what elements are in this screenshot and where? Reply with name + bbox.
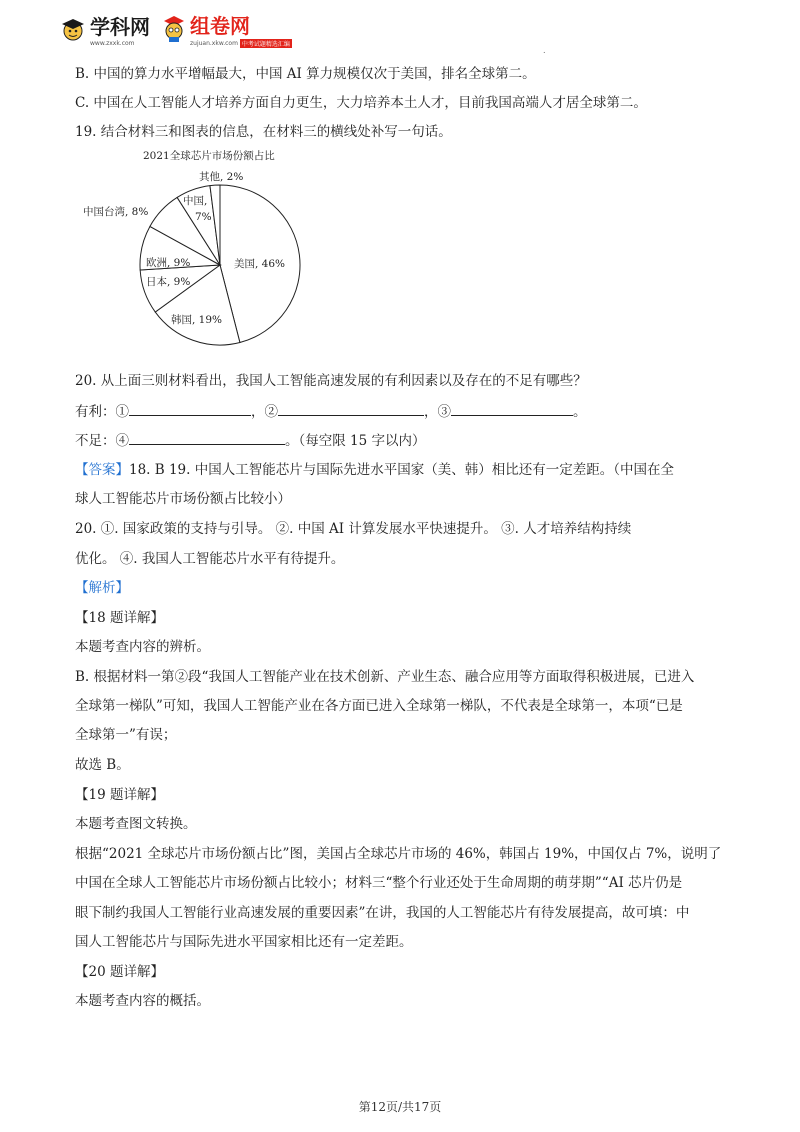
- label-japan: 日本, 9%: [146, 276, 191, 288]
- p18-1: 本题考查内容的辨析。: [75, 639, 210, 655]
- label-usa: 美国, 46%: [234, 258, 286, 270]
- label-china: 中国,: [183, 195, 208, 207]
- chart-title: 2021全球芯片市场份额占比: [143, 150, 275, 162]
- answer-line-4: 优化。 ④. 我国人工智能芯片水平有待提升。: [75, 551, 345, 567]
- analysis-tag: 【解析】: [75, 580, 129, 596]
- zujuanwang-logo-tag: 中考试题精选汇编: [241, 41, 290, 48]
- label-korea: 韩国, 19%: [171, 314, 223, 326]
- zujuanwang-logo-text: 组卷网: [190, 14, 250, 38]
- sep-3: ，③: [424, 404, 451, 420]
- p18-3: 全球第一梯队”可知，我国人工智能产业在各方面已进入全球第一梯队，不代表是全球第一，本项“已是: [75, 698, 683, 714]
- p18-4: 全球第一”有误；: [75, 727, 177, 743]
- heading-18: 【18 题详解】: [75, 610, 164, 626]
- sep-2: ，②: [251, 404, 278, 420]
- p19-3: 中国在全球人工智能芯片市场份额占比较小；材料三“整个行业还处于生命周期的萌芽期”“AI 芯片仍是: [75, 875, 683, 891]
- graduation-cap-icon: [60, 16, 86, 42]
- label-china-value: 7%: [195, 211, 212, 223]
- corner-mark: .: [543, 46, 546, 55]
- youli-line: [75, 401, 587, 422]
- zujuanwang-logo-url: zujuan.xkw.com: [190, 40, 238, 47]
- blank-1[interactable]: [129, 401, 251, 416]
- p18-5: 故选 B。: [75, 757, 130, 773]
- answer-line-3: 20. ①. 国家政策的支持与引导。 ②. 中国 AI 计算发展水平快速提升。 ③. 人才培养结构持续: [75, 521, 632, 537]
- blank-2[interactable]: [278, 401, 424, 416]
- xuekewang-logo-text: 学科网: [90, 15, 150, 39]
- label-taiwan: 中国台湾, 8%: [83, 206, 149, 218]
- option-b: B. 中国的算力水平增幅最大，中国 AI 算力规模仅次于美国，排名全球第二。: [75, 66, 536, 82]
- buzu-line: [75, 430, 426, 451]
- answer-tag: 【答案】: [75, 462, 129, 478]
- page-number: 第12页/共17页: [358, 1100, 442, 1114]
- answer-text-1: 18. B 19. 中国人工智能芯片与国际先进水平国家（美、韩）相比还有一定差距。（中国在全: [129, 462, 674, 478]
- answer-line-2: 球人工智能芯片市场份额占比较小）: [75, 491, 291, 507]
- end-mark: 。: [573, 404, 587, 420]
- pie-chart-svg: [75, 142, 315, 352]
- blank-3[interactable]: [451, 401, 573, 416]
- label-europe: 欧洲, 9%: [146, 257, 191, 269]
- buzu-label: 不足：④: [75, 433, 129, 449]
- mascot-icon: [162, 15, 186, 43]
- zujuanwang-logo: [162, 10, 292, 48]
- buzu-end: 。（每空限 15 字以内）: [285, 433, 426, 449]
- p19-4: 眼下制约我国人工智能行业高速发展的重要因素”在讲，我国的人工智能芯片有待发展提高，故可填：中: [75, 905, 690, 921]
- p19-2: 根据“2021 全球芯片市场份额占比”图，美国占全球芯片市场的 46%，韩国占 19%，中国仅占 7%，说明了: [75, 846, 722, 862]
- heading-20: 【20 题详解】: [75, 964, 164, 980]
- p19-5: 国人工智能芯片与国际先进水平国家相比还有一定差距。: [75, 934, 413, 950]
- blank-4[interactable]: [129, 430, 285, 445]
- p18-2: B. 根据材料一第②段“我国人工智能产业在技术创新、产业生态、融合应用等方面取得积极进展，已进入: [75, 669, 695, 685]
- option-c: C. 中国在人工智能人才培养方面自力更生，大力培养本土人才，目前我国高端人才居全球第二。: [75, 95, 647, 111]
- youli-label: 有利：①: [75, 404, 129, 420]
- question-19: 19. 结合材料三和图表的信息，在材料三的横线处补写一句话。: [75, 124, 452, 140]
- label-other: 其他, 2%: [199, 171, 244, 183]
- xuekewang-logo-url: www.zxxk.com: [90, 40, 135, 47]
- heading-19: 【19 题详解】: [75, 787, 164, 803]
- pie-chart: [75, 142, 315, 352]
- xuekewang-logo: [60, 11, 150, 47]
- p19-1: 本题考查图文转换。: [75, 816, 197, 832]
- p20-1: 本题考查内容的概括。: [75, 993, 210, 1009]
- answer-line-1: [75, 460, 674, 480]
- header-logos: [60, 10, 292, 48]
- question-20: 20. 从上面三则材料看出，我国人工智能高速发展的有利因素以及存在的不足有哪些？: [75, 373, 587, 389]
